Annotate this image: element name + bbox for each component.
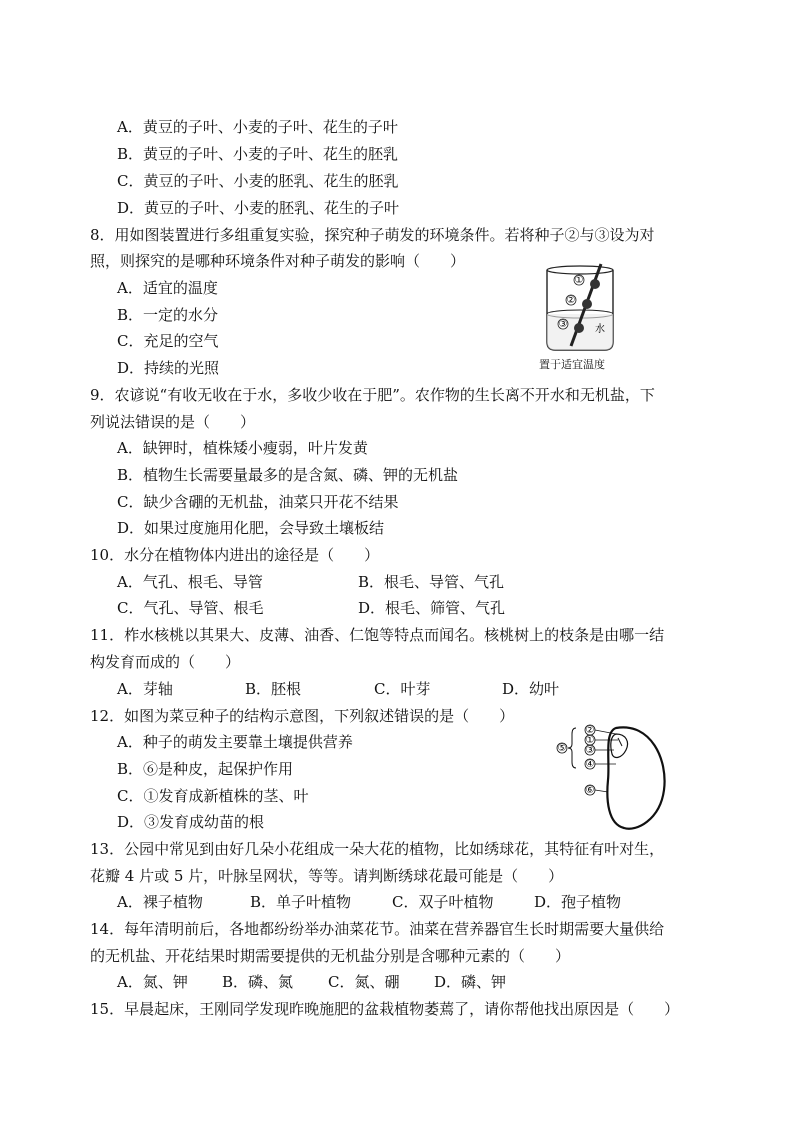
q8-option-c: C．充足的空气 [117,332,219,350]
q11-stem-line2: 构发育而成的（ ） [90,653,241,671]
q9-option-d: D．如果过度施用化肥，会导致土壤板结 [117,519,385,537]
q10-option-d: D．根毛、筛管、气孔 [358,599,506,617]
q11-option-d: D．幼叶 [502,680,560,698]
q11-stem-line1: 11．柞水核桃以其果大、皮薄、油香、仁饱等特点而闻名。核桃树上的枝条是由哪一结 [90,626,665,644]
q8-option-d: D．持续的光照 [117,359,220,377]
q8-option-b: B．一定的水分 [117,306,219,324]
q10-option-b: B．根毛、导管、气孔 [358,573,505,591]
water-label: 水 [595,324,605,335]
q11-option-a: A．芽轴 [117,680,173,698]
seed-part-5-label: ⑤ [557,743,567,754]
q9-option-c: C．缺少含硼的无机盐，油菜只开花不结果 [117,493,399,511]
q13-option-d: D．孢子植物 [534,893,622,911]
q12-stem: 12．如图为菜豆种子的结构示意图，下列叙述错误的是（ ） [90,707,515,725]
seed-label-2: ② [566,295,576,306]
q12-option-b: B．⑥是种皮，起保护作用 [117,760,294,778]
q11-option-c: C．叶芽 [374,680,431,698]
seed-part-3-label: ③ [585,745,595,756]
q12-option-c: C．①发育成新植株的茎、叶 [117,787,309,805]
seed-part-1-label: ① [585,735,595,746]
q13-option-c: C．双子叶植物 [392,893,494,911]
q13-option-b: B．单子叶植物 [250,893,352,911]
q14-option-a: A．氮、钾 [117,973,188,991]
q11-option-b: B．胚根 [245,680,302,698]
seed-label-3: ③ [558,319,568,330]
q10-stem: 10．水分在植物体内进出的途径是（ ） [90,546,380,564]
q14-stem-line1: 14．每年清明前后，各地都纷纷举办油菜花节。油菜在营养器官生长时期需要大量供给 [90,920,665,938]
bean-seed-diagram [556,720,676,835]
beaker-caption: 置于适宜温度 [539,358,605,371]
seed-part-2-label: ② [585,725,595,736]
seed-part-4-label: ④ [585,759,595,770]
q12-option-a: A．种子的萌发主要靠土壤提供营养 [117,733,353,751]
q14-option-c: C．氮、硼 [328,973,400,991]
q8-stem-line1: 8．用如图装置进行多组重复实验，探究种子萌发的环境条件。若将种子②与③设为对 [90,226,655,244]
q7-option-a: A．黄豆的子叶、小麦的子叶、花生的子叶 [117,118,398,136]
q9-option-b: B．植物生长需要量最多的是含氮、磷、钾的无机盐 [117,466,459,484]
q14-option-d: D．磷、钾 [434,973,507,991]
q13-option-a: A．裸子植物 [117,893,203,911]
q10-option-c: C．气孔、导管、根毛 [117,599,264,617]
q8-option-a: A．适宜的温度 [117,279,218,297]
seed-part-6-label: ⑥ [585,785,595,796]
seed-label-1: ① [574,275,584,286]
q10-option-a: A．气孔、根毛、导管 [117,573,263,591]
q15-stem: 15．早晨起床，王刚同学发现昨晚施肥的盆栽植物萎蔫了，请你帮他找出原因是（ ） [90,1000,680,1018]
bean-seed-figure [556,720,676,835]
q7-option-c: C．黄豆的子叶、小麦的胚乳、花生的胚乳 [117,172,399,190]
q12-option-d: D．③发育成幼苗的根 [117,813,265,831]
q9-stem-line1: 9．农谚说“有收无收在于水，多收少收在于肥”。农作物的生长离不开水和无机盐，下 [90,386,655,404]
q9-option-a: A．缺钾时，植株矮小瘦弱，叶片发黄 [117,439,368,457]
q14-stem-line2: 的无机盐、开花结果时期需要提供的无机盐分别是含哪种元素的（ ） [90,947,571,965]
q7-option-d: D．黄豆的子叶、小麦的胚乳、花生的子叶 [117,199,400,217]
beaker-seed-figure [535,262,625,372]
q7-option-b: B．黄豆的子叶、小麦的子叶、花生的胚乳 [117,145,399,163]
q13-stem-line1: 13．公园中常见到由好几朵小花组成一朵大花的植物，比如绣球花，其特征有叶对生， [90,840,665,858]
q14-option-b: B．磷、氮 [222,973,294,991]
q8-stem-line2: 照，则探究的是哪种环境条件对种子萌发的影响（ ） [90,252,466,270]
q9-stem-line2: 列说法错误的是（ ） [90,413,256,431]
q13-stem-line2: 花瓣 4 片或 5 片，叶脉呈网状，等等。请判断绣球花最可能是（ ） [90,867,564,885]
